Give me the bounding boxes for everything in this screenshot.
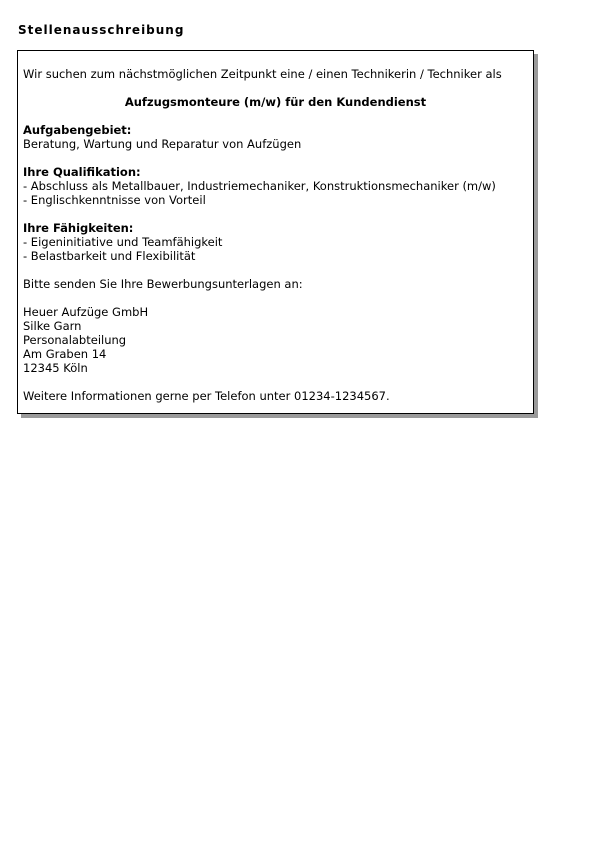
job-ad-box	[17, 50, 534, 414]
address-street: Am Graben 14	[23, 347, 107, 361]
address-contact-person: Silke Garn	[23, 319, 82, 333]
contact-note: Weitere Informationen gerne per Telefon unter 01234-1234567.	[23, 389, 390, 403]
section-heading: Aufgabengebiet:	[23, 123, 132, 137]
section-tasks	[23, 123, 533, 151]
address-company: Heuer Aufzüge GmbH	[23, 305, 149, 319]
section-line: - Englischkenntnisse von Vorteil	[23, 193, 206, 207]
job-title: Aufzugsmonteure (m/w) für den Kundendienst	[124, 95, 427, 109]
address-department: Personalabteilung	[23, 333, 127, 347]
postal-address	[23, 305, 533, 375]
address-city: 12345 Köln	[23, 361, 88, 375]
section-line: Beratung, Wartung und Reparatur von Aufzügen	[23, 137, 302, 151]
section-qualification	[23, 165, 533, 207]
section-line: - Eigeninitiative und Teamfähigkeit	[23, 235, 223, 249]
section-heading: Ihre Fähigkeiten:	[23, 221, 134, 235]
page-heading: Stellenausschreibung	[18, 23, 185, 37]
application-prompt: Bitte senden Sie Ihre Bewerbungsunterlagen an:	[23, 277, 303, 291]
section-skills	[23, 221, 533, 263]
section-line: - Abschluss als Metallbauer, Industriemechaniker, Konstruktionsmechaniker (m/w)	[23, 179, 496, 193]
section-heading: Ihre Qualifikation:	[23, 165, 141, 179]
intro-text: Wir suchen zum nächstmöglichen Zeitpunkt eine / einen Technikerin / Techniker als	[23, 67, 502, 81]
section-line: - Belastbarkeit und Flexibilität	[23, 249, 196, 263]
